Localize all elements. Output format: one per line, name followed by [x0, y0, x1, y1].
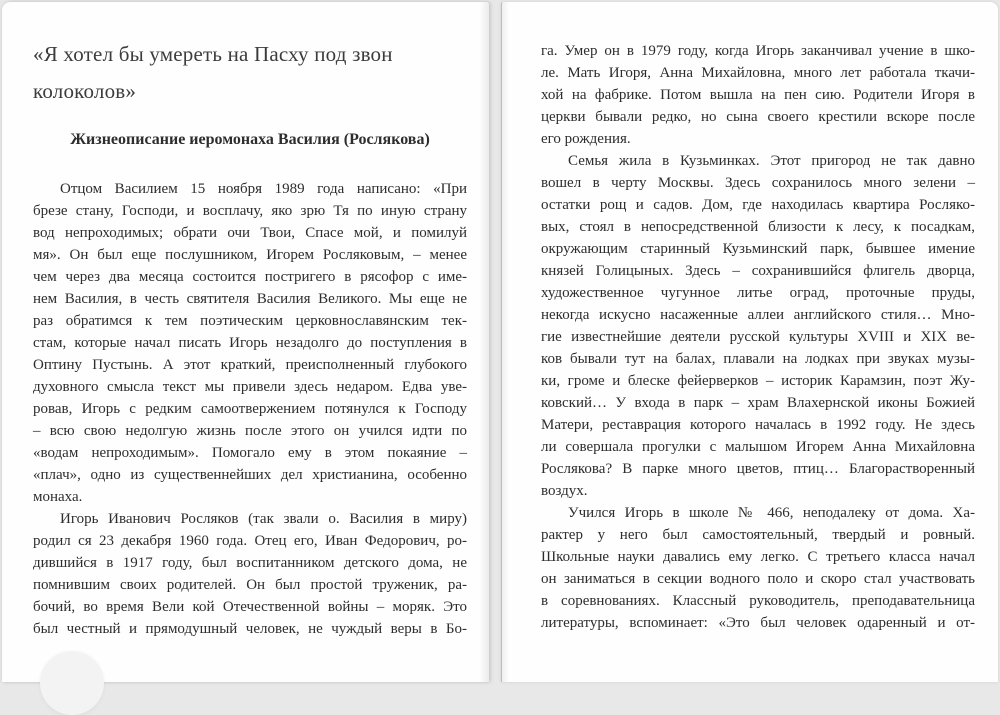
- right-page[interactable]: [501, 2, 998, 682]
- text-line: колоколов»: [33, 79, 137, 103]
- left-page-content: [33, 36, 467, 640]
- paragraph: [541, 502, 975, 634]
- text-line: ли совершала прогулки с малышом Игорем Анна Михайловна: [541, 439, 975, 455]
- text-line: чем через два месяца состоится постригего в рясофор с име-: [33, 269, 467, 285]
- text-line: Рослякова? В парке много цветов, птиц… Благорастворенный: [541, 461, 975, 477]
- text-line: родил ся 23 декабря 1960 года. Отец его, Иван Федорович, ро-: [33, 533, 467, 549]
- left-page-body: [33, 178, 467, 640]
- text-line: Матери, реставрация которого началась в 1992 году. Не здесь: [541, 417, 975, 433]
- text-line: был честный и прямодушный человек, не чуждый веры в Бо-: [33, 621, 467, 637]
- right-page-body: [541, 40, 975, 634]
- chapter-title: [33, 36, 467, 110]
- text-line: Семья жила в Кузьминках. Этот пригород не так давно: [568, 153, 975, 169]
- text-line: бочий, во время Вели кой Отечественной войны – моряк. Это: [33, 599, 467, 615]
- paragraph: [33, 508, 467, 640]
- text-line: художественное чугунное литье оград, проточные пруды,: [541, 285, 975, 301]
- text-line: гие известнейшие деятели русской культуры XVIII и XIX ве-: [541, 329, 975, 345]
- text-line: ровав, Игорь с редким самоотвержением потянулся к Господу: [33, 401, 467, 417]
- paragraph: [541, 150, 975, 502]
- text-line: он заниматься в секции водного поло и скоро стал участвовать: [541, 571, 975, 587]
- text-line: «плач», одно из существеннейших дел христианина, особенно: [33, 467, 467, 483]
- text-line: рактер у него был самостоятельный, твердый и ровный.: [541, 527, 975, 543]
- text-line: вых, стоял в непосредственной близости к лесу, к посадкам,: [541, 219, 975, 235]
- text-line: вод непроходимых; обрати очи Твои, Спасе мой, и помилуй: [33, 225, 467, 241]
- text-line: духовного смысла текст мы привели здесь недаром. Едва уве-: [33, 379, 467, 395]
- text-line: «Я хотел бы умереть на Пасху под звон: [33, 42, 393, 66]
- paragraph: [541, 40, 975, 150]
- text-line: его рождения.: [541, 131, 631, 147]
- text-line: окружающим старинный Кузьминский парк, бывшее имение: [541, 241, 975, 257]
- text-line: литературы, вспоминает: «Это был человек одаренный и от-: [541, 615, 975, 631]
- text-line: Отцом Василием 15 ноября 1989 года написано: «При: [60, 181, 467, 197]
- text-line: в соревнованиях. Классный руководитель, преподавательница: [541, 593, 975, 609]
- chapter-subtitle: Жизнеописание иеромонаха Василия (Рослякова): [70, 131, 430, 148]
- text-line: нем Василия, в честь святителя Василия Великого. Мы еще не: [33, 291, 467, 307]
- page-nav-button[interactable]: [40, 651, 104, 715]
- text-line: «водам непроходимым». Помогало ему в этом покаяние –: [33, 445, 467, 461]
- paragraph: [33, 178, 467, 508]
- text-line: Школьные науки давались ему легко. С третьего класса начал: [541, 549, 975, 565]
- text-line: стам, которые начал писать Игорь незадолго до поступления в: [33, 335, 467, 351]
- text-line: помнившим своих родителей. Он был простой труженик, ра-: [33, 577, 467, 593]
- text-line: ков бывали тут на балах, плавали на лодках при звуках музы-: [541, 351, 975, 367]
- text-line: ле. Мать Игоря, Анна Михайловна, много лет работала ткачи-: [541, 65, 975, 81]
- left-page[interactable]: [2, 2, 489, 682]
- text-line: га. Умер он в 1979 году, когда Игорь заканчивал учение в шко-: [541, 43, 975, 59]
- text-line: монаха.: [33, 489, 83, 505]
- text-line: Оптину Пустынь. А этот краткий, преисполненный глубокого: [33, 357, 467, 373]
- text-line: мя». Он был еще послушником, Игорем Росляковым, – менее: [33, 247, 467, 263]
- text-line: церкви бывали редко, но сына своего крестили вскоре после: [541, 109, 975, 125]
- text-line: ки, громе и блеске фейерверков – историк Карамзин, поэт Жу-: [541, 373, 975, 389]
- text-line: хой на фабрике. Потом вышла на пен сию. Родители Игоря в: [541, 87, 975, 103]
- text-line: раз обратимся к тем поэтическим церковнославянским тек-: [33, 313, 467, 329]
- text-line: остатки рощ и садов. Дом, где находилась квартира Росляко-: [541, 197, 975, 213]
- text-line: князей Голицыных. Здесь – сохранившийся флигель дворца,: [541, 263, 975, 279]
- text-line: воздух.: [541, 483, 588, 499]
- text-line: некогда искусно насаженные аллеи английского стиля… Мно-: [541, 307, 975, 323]
- text-line: дившийся в 1917 году, был воспитанником детского дома, не: [33, 555, 467, 571]
- text-line: Учился Игорь в школе № 466, неподалеку от дома. Ха-: [568, 505, 975, 521]
- text-line: ковский… У входа в парк – храм Влахернской иконы Божией: [541, 395, 975, 411]
- text-line: вошел в черту Москвы. Здесь сохранилось много зелени –: [541, 175, 975, 191]
- text-line: – всю свою недолгую жизнь после этого он учился идти по: [33, 423, 467, 439]
- right-page-content: [541, 40, 975, 634]
- text-line: Игорь Иванович Росляков (так звали о. Василия в миру): [60, 511, 467, 527]
- text-line: брезе стану, Господи, и восплачу, яко зрю Тя по иную страну: [33, 203, 467, 219]
